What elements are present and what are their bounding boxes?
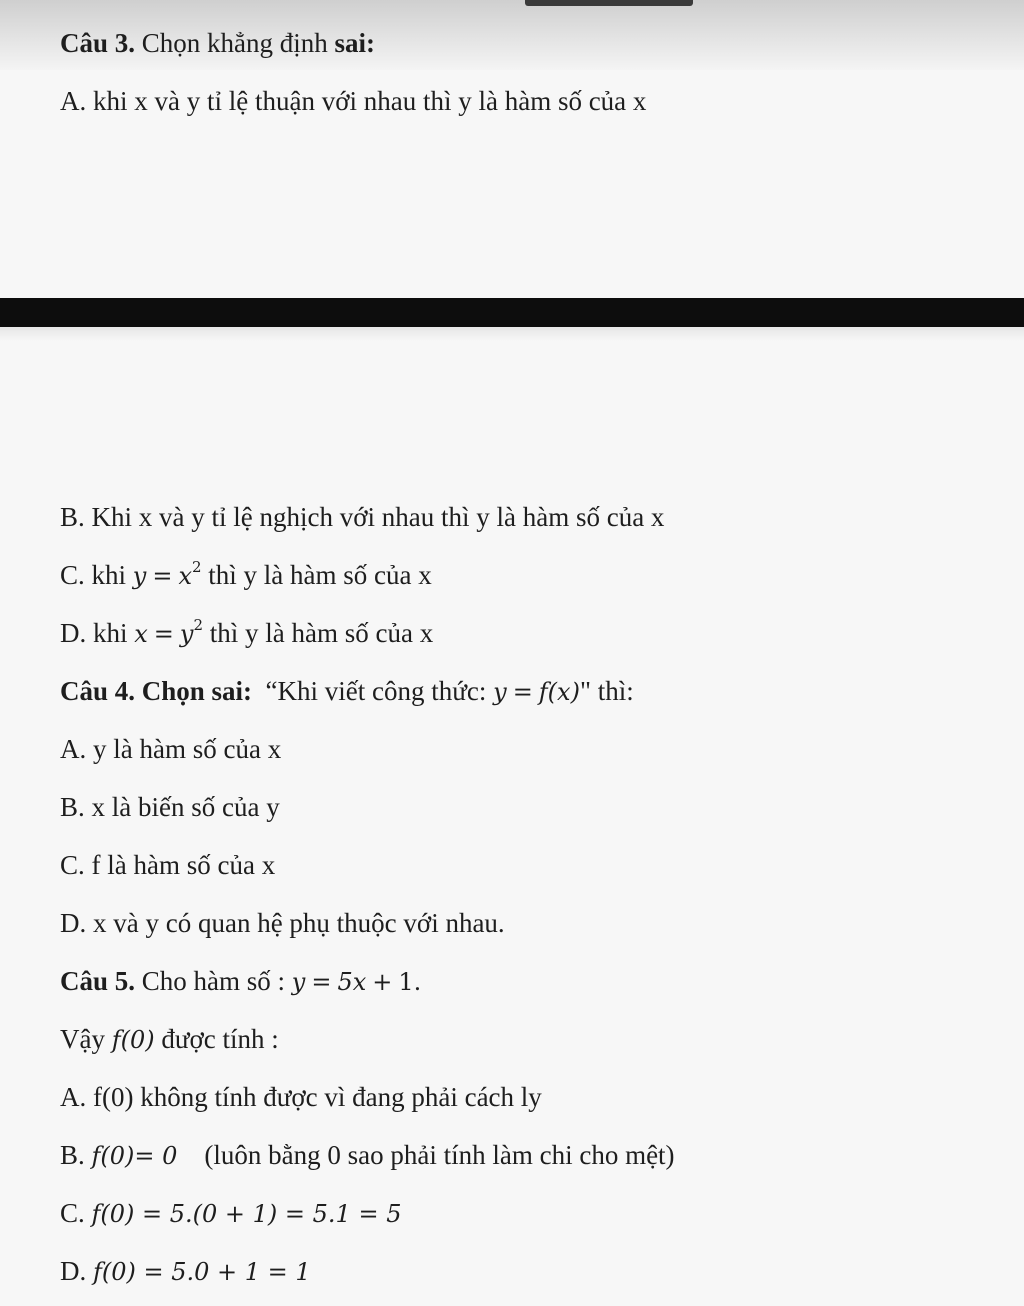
q5-title-expr: 5x xyxy=(337,968,367,996)
q5-option-d xyxy=(60,1254,311,1289)
q4-title-quote: “Khi viết công thức: xyxy=(265,676,487,706)
q5-c-label: C. xyxy=(60,1198,85,1228)
q5-title-text: Cho hàm số : xyxy=(141,966,286,996)
band-shadow xyxy=(0,327,1024,341)
q3-c-suffix: thì y là hàm số của x xyxy=(208,560,432,590)
q3-title-sai: sai: xyxy=(334,28,376,58)
q5-b-label: B. xyxy=(60,1140,85,1170)
q3-d-rhs: y xyxy=(179,620,194,648)
q4-math-eq: = xyxy=(512,678,533,706)
q5-title-plus: + xyxy=(372,968,393,996)
q5-c-math: f(0) = 5.(0 + 1) = 5.1 = 5 xyxy=(91,1200,402,1228)
q3-option-c xyxy=(60,558,432,593)
q5-option-b xyxy=(60,1138,675,1173)
q3-c-rhs: x xyxy=(178,562,192,590)
q5-title xyxy=(60,964,421,999)
q3-d-suffix: thì y là hàm số của x xyxy=(209,618,434,648)
q5-title-y: y xyxy=(291,968,306,996)
q5-b-math: f(0)= 0 xyxy=(91,1142,178,1170)
q3-c-exponent: 2 xyxy=(191,558,202,576)
q5-b-text: (luôn bằng 0 sao phải tính làm chi cho mệt) xyxy=(204,1140,675,1170)
q3-c-eq: = xyxy=(152,562,173,590)
q3-d-lhs: x xyxy=(134,620,148,648)
q4-math-f: f(x) xyxy=(538,678,580,706)
q4-option-d: D. x và y có quan hệ phụ thuộc với nhau. xyxy=(60,908,505,938)
q4-option-c: C. f là hàm số của x xyxy=(60,850,276,880)
q3-title xyxy=(60,26,375,60)
q3-option-a: A. khi x và y tỉ lệ thuận với nhau thì y là hàm số của x xyxy=(60,86,647,116)
q5-option-a: A. f(0) không tính được vì đang phải cách ly xyxy=(60,1082,542,1112)
q5-ask-math: f(0) xyxy=(111,1026,155,1054)
q4-option-b: B. x là biến số của y xyxy=(60,792,280,822)
q5-title-one: 1. xyxy=(398,968,422,996)
q5-d-label: D. xyxy=(60,1256,87,1286)
redaction-band xyxy=(0,298,1024,327)
q4-title xyxy=(60,674,634,709)
q3-number: Câu 3. xyxy=(60,28,136,58)
q4-title-end: " thì: xyxy=(579,676,634,706)
q3-d-prefix: D. khi xyxy=(60,618,128,648)
top-tab-marker xyxy=(525,0,693,6)
q5-ask xyxy=(60,1022,279,1057)
q4-number: Câu 4. Chọn sai: xyxy=(60,676,253,706)
q5-d-math: f(0) = 5.0 + 1 = 1 xyxy=(93,1258,311,1286)
q3-title-text: Chọn khẳng định xyxy=(141,28,328,58)
q3-option-d xyxy=(60,616,433,651)
q3-c-prefix: C. khi xyxy=(60,560,127,590)
q5-ask-prefix: Vậy xyxy=(60,1024,105,1054)
q3-option-b: B. Khi x và y tỉ lệ nghịch với nhau thì y là hàm số của x xyxy=(60,502,665,532)
q3-d-eq: = xyxy=(153,620,174,648)
q4-math-y: y xyxy=(493,678,507,706)
q5-title-eq: = xyxy=(311,968,332,996)
q5-ask-suffix: được tính : xyxy=(161,1024,279,1054)
q3-c-lhs: y xyxy=(132,562,147,590)
q3-d-exponent: 2 xyxy=(193,616,204,634)
q5-option-c xyxy=(60,1196,401,1231)
q5-number: Câu 5. xyxy=(60,966,136,996)
q4-option-a: A. y là hàm số của x xyxy=(60,734,282,764)
